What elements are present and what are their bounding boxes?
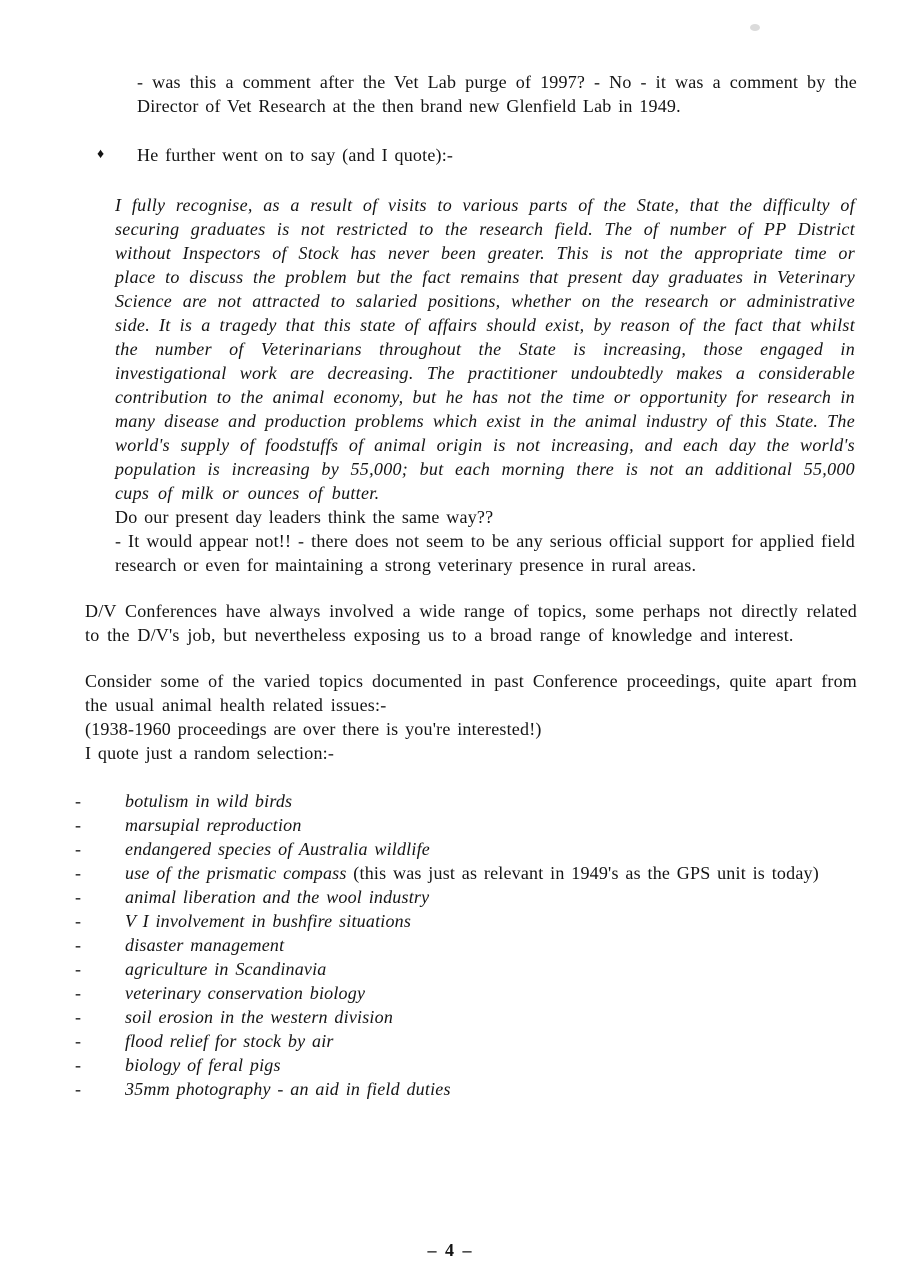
- topic-italic: endangered species of Australia wildlife: [125, 839, 430, 859]
- quote-question: Do our present day leaders think the same way??: [115, 507, 494, 527]
- bullet-paragraph: [0, 143, 900, 167]
- list-item: [0, 957, 900, 981]
- topic-text: [125, 789, 855, 813]
- topic-text: [125, 885, 855, 909]
- dash-marker: -: [75, 887, 82, 907]
- topic-text: [125, 1005, 855, 1029]
- list-item: [0, 789, 900, 813]
- topic-italic: agriculture in Scandinavia: [125, 959, 327, 979]
- quote-block: [115, 193, 855, 577]
- list-item: [0, 1077, 900, 1101]
- list-item: [0, 837, 900, 861]
- topic-italic: biology of feral pigs: [125, 1055, 281, 1075]
- dash-marker: -: [75, 935, 82, 955]
- topic-italic: V I involvement in bushfire situations: [125, 911, 412, 931]
- topic-text: [125, 933, 855, 957]
- dash-marker: -: [75, 911, 82, 931]
- topic-italic: animal liberation and the wool industry: [125, 887, 430, 907]
- list-item: [0, 981, 900, 1005]
- list-item: [0, 885, 900, 909]
- topic-text: [125, 981, 855, 1005]
- proceedings-note: (1938-1960 proceedings are over there is you're interested!): [85, 719, 542, 739]
- topics-list: [0, 789, 900, 1101]
- page-number: – 4 –: [427, 1240, 473, 1260]
- dash-marker: -: [75, 815, 82, 835]
- dash-marker: -: [75, 1007, 82, 1027]
- topic-text: [125, 861, 855, 885]
- bullet-text: He further went on to say (and I quote):-: [137, 145, 454, 165]
- topic-text: [125, 813, 855, 837]
- dv-conferences-paragraph: D/V Conferences have always involved a wide range of topics, some perhaps not directly related to the D/V's job, but nevertheless exposing us to a broad range of knowledge and interest.: [85, 601, 857, 645]
- topic-text: [125, 1029, 855, 1053]
- topic-text: [125, 1077, 855, 1101]
- dash-marker: -: [75, 1031, 82, 1051]
- dash-marker: -: [75, 839, 82, 859]
- topic-italic: 35mm photography - an aid in field duties: [125, 1079, 451, 1099]
- quote-answer: - It would appear not!! - there does not seem to be any serious official support for applied field research or even for maintaining a strong veterinary presence in rural areas.: [115, 531, 855, 575]
- dash-marker: -: [75, 1055, 82, 1075]
- list-item: [0, 933, 900, 957]
- consider-paragraph: Consider some of the varied topics documented in past Conference proceedings, quite apart from the usual animal health related issues:-: [85, 671, 857, 715]
- topic-text: [125, 837, 855, 861]
- list-item: [0, 861, 900, 885]
- topic-italic: botulism in wild birds: [125, 791, 293, 811]
- topic-text: [125, 909, 855, 933]
- quote-body: I fully recognise, as a result of visits to various parts of the State, that the difficulty of securing graduates is not restricted to the research field. The of number of PP District without Inspectors of Stock has never been greater. This is not the appropriate time or place to discuss the problem but the fact remains that present day graduates in Veterinary Science are not attracted to salaried positions, whether on the research or administrative side. It is a tragedy that this state of affairs should exist, by reason of the fact that whilst the number of Veterinarians throughout the State is increasing, those engaged in investigational work are decreasing. The practitioner undoubtedly makes a considerable contribution to the animal economy, but he has not the time or opportunity for research in many disease and production problems which exist in the animal industry of this State. The world's supply of foodstuffs of animal origin is not increasing, and each day the world's population is increasing by 55,000; but each morning there is not an additional 55,000 cups of milk or ounces of butter.: [115, 195, 855, 503]
- list-item: [0, 813, 900, 837]
- selection-note: I quote just a random selection:-: [85, 743, 335, 763]
- topic-text: [125, 1053, 855, 1077]
- consider-block: [85, 669, 857, 765]
- topic-italic: flood relief for stock by air: [125, 1031, 334, 1051]
- list-item: [0, 909, 900, 933]
- list-item: [0, 1053, 900, 1077]
- topic-italic: veterinary conservation biology: [125, 983, 366, 1003]
- list-item: [0, 1029, 900, 1053]
- diamond-bullet-icon: ♦: [97, 147, 105, 162]
- dash-marker: -: [75, 863, 82, 883]
- dash-marker: -: [75, 791, 82, 811]
- topic-text: [125, 957, 855, 981]
- list-item: [0, 1005, 900, 1029]
- topic-italic: soil erosion in the western division: [125, 1007, 394, 1027]
- topic-italic: marsupial reproduction: [125, 815, 302, 835]
- dash-marker: -: [75, 983, 82, 1003]
- opening-note: - was this a comment after the Vet Lab purge of 1997? - No - it was a comment by the Director of Vet Research at the then brand new Glenfield Lab in 1949.: [137, 72, 857, 116]
- topic-italic: use of the prismatic compass: [125, 863, 347, 883]
- topic-italic: disaster management: [125, 935, 285, 955]
- topic-roman: (this was just as relevant in 1949's as the GPS unit is today): [346, 863, 819, 883]
- dash-marker: -: [75, 1079, 82, 1099]
- scan-artifact: [750, 24, 760, 31]
- dash-marker: -: [75, 959, 82, 979]
